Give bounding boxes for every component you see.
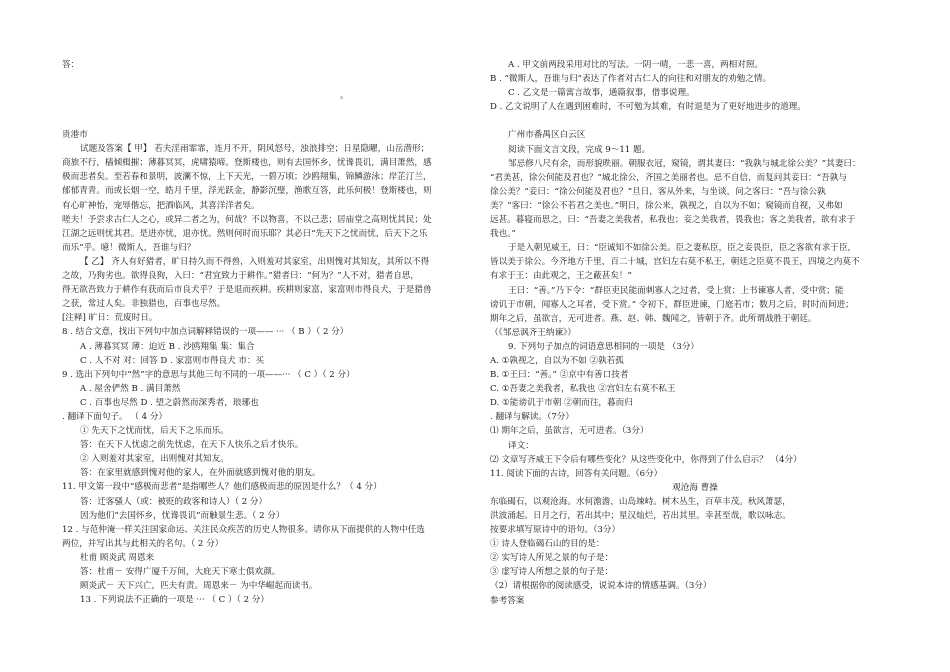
option-line: D. ①能谤讥于市朝 ②朝而往，暮而归 [490,398,633,409]
passage-line: 有求于王：由此观之，王之蔽甚矣！” [490,271,632,282]
question-line: ⑵ 文章写齐威王下令后有哪些变化？从这些变化中，你得到了什么启示？ （4分） [490,454,802,465]
answer-line: 因为他们“去国怀乡，忧谗畏讥”而触景生悲。（ 2 分） [80,510,285,521]
passage-line: 徐公美？”妾曰：“徐公何能及君也？”旦日，客从外来，与坐谈，问之客曰：“吾与徐公孰 [490,186,826,197]
passage-line: 之故，乃狗劣也。欲得良狗，入曰：“君宜致力于耕作。”猎者曰：“何为？”人不对，猎者自思， [62,271,420,282]
question-line: （2）请根据你的阅读感受，说说本诗的情感基调。（3分） [490,581,712,592]
passage-line: 之获，常过人矣。非独猎也，百事也尽然。 [62,299,226,310]
question-line: 按要求填写原诗中的语句。（3分） [490,525,621,536]
question-line: . 翻译下面句子。 （ 4 分） [62,411,168,422]
option-line: A. ①孰视之，自以为不如 ②孰若孤 [490,355,624,366]
question-line: ① 诗人登临碣石山的目的是： [490,539,605,550]
passage-line: 嗟夫！予尝求古仁人之心，或异二者之为，何哉？不以物喜，不以己悲；居庙堂之高则忧其民；处 [62,214,432,225]
answer-line: 顾炎武－ 天下兴亡，匹夫有责。周恩来－ 为中华崛起而读书。 [80,581,318,592]
source-line: （《邹忌讽齐王纳谏》） [490,327,576,338]
passage-line: 而乐”乎。噫！微斯人，吾谁与归？ [62,242,196,253]
passage-line: 得无欲吾致力于耕作有获而后市良犬乎？于是退而疾耕。疾耕则家富，家富则市得良犬，于是猎兽 [62,285,432,296]
reference-answer-heading: 参考答案 [490,595,525,606]
answer-line: ② 入则羞对其家室，出则愧对其知友。 [80,454,229,465]
question-line: 9 . 选出下列句中“然”字的意思与其他三句不同的一项——··· （ C ）（ 2 分） [62,369,355,380]
passage-line: 江湖之远则忧其君。是进亦忧，退亦忧。然则何时而乐耶？其必曰“先天下之忧而忧，后天下之乐 [62,228,428,239]
answer-line: 译文： [508,440,534,451]
question-line: 11. 阅读下面的古诗，回答有关问题。（6分） [490,468,663,479]
answer-line: 答：在家里就感到愧对他的家人，在外面就感到愧对他的朋友。 [80,468,321,479]
option-line: C . 乙文是一篇寓言故事，通篇叙事，借事说理。 [508,88,695,99]
passage-line: 远甚。暮寝而思之，曰：“吾妻之美我者，私我也；妾之美我者，畏我也；客之美我者，欲有求于 [490,215,856,226]
passage-line: 期年之后，虽欲言，无可进者。燕、赵、韩、魏闻之，皆朝于齐。此所谓战胜于朝廷。 [490,313,817,324]
question-line: ② 实写诗人所见之景的句子是： [490,553,614,564]
passage-line: 于是入朝见威王，曰：“臣诚知不如徐公美。臣之妻私臣，臣之妾畏臣，臣之客欲有求于臣， [508,243,857,254]
question-line: 两位，并写出其与此相关的名句。（ 2 分） [62,538,224,549]
passage-line: 谤讥于市朝，闻寡人之耳者，受下赏。” 令初下，群臣进谏，门庭若市；数月之后，时时而间进； [490,299,854,310]
option-line: D . 乙文说明了人在遇到困难时，不可勉为其难，有时退是为了更好地进步的道理。 [490,102,806,113]
passage-line: 王曰：“善。”乃下令：“群臣吏民能面刺寡人之过者，受上赏；上书谏寡人者，受中赏；能 [508,285,844,296]
question-line: 12 . 与范仲淹一样关注国家命运、关注民众疾苦的历史人物很多。请你从下面提供的人物中任选 [62,524,425,535]
option-line: A . 薄暮冥冥 薄：迫近 B . 沙鸥翔集 集：集合 [80,341,255,352]
option-line: B. ①王曰：“善。” ②京中有善口技者 [490,370,629,381]
passage-line: 商旅不行，樯倾楫摧；薄暮冥冥，虎啸猿啼。登斯楼也，则有去国怀乡，忧谗畏讥，满目萧然，感 [62,158,432,169]
question-line: 8 . 结合文意，找出下列句中加点词解释错误的一项—— ··· （ B ）（ 2 分） [62,327,349,338]
passage-line: 郁郁青青。而或长烟一空，皓月千里，浮光跃金，静影沉璧，渔歌互答，此乐何极！登斯楼也，则 [62,186,432,197]
section-title-guangzhou: 广州市番禺区白云区 [508,130,586,141]
answer-line: 答：在天下人忧虑之前先忧虑，在天下人快乐之后才快乐。 [80,440,304,451]
option-line: A . 甲文前两段采用对比的写法。一阴一晴，一悲一喜，两相对照。 [508,60,764,70]
question-line: . 翻译与解读。（7分） [490,412,574,423]
passage-line: 极而悲者矣。至若春和景明，波澜不惊，上下天光，一碧万顷；沙鸥翔集，锦鳞游泳；岸芷汀兰， [62,172,432,183]
note-line: [注释] 旷日：荒废时日。 [62,313,158,324]
poem-line: 洪波涌起。日月之行，若出其中；星汉灿烂，若出其里。幸甚至哉，歌以咏志。 [490,511,791,521]
passage-line: 皆以美于徐公。今齐地方千里，百二十城，宫妇左右莫不私王，朝廷之臣莫不畏王，四境之内莫不 [490,257,860,268]
stray-dot: 。 [340,91,350,101]
option-line: B . “微斯人，吾谁与归”表达了作者对古仁人的向往和对朋友的劝勉之情。 [490,74,772,85]
question-line: 11. 甲文第一段中“感极而悲者”是指哪些人？他们感极而悲的原因是什么？（ 4 分） [62,482,382,493]
answer-line: ① 先天下之忧而忧，后天下之乐而乐。 [80,426,229,437]
option-line: C . 人不对 对：回答 D . 家富则市得良犬 市：买 [80,355,265,366]
passage-line: 试题及答案【 甲】 若夫淫雨霏霏，连月不开，阴风怒号，浊浪排空；日星隐曜，山岳潜形； [80,144,430,155]
answer-label: 答： [62,60,80,70]
question-line: 13 . 下列说法不正确的一项是 ··· （ C ）（ 2 分） [80,595,269,606]
answer-line: 答：杜甫－ 安得广厦千万间，大庇天下寒士俱欢颜。 [80,567,281,577]
passage-line: 邹忌修八尺有余，而形貌昳丽。朝服衣冠，窥镜，谓其妻曰：“我孰与城北徐公美？”其妻曰： [508,158,861,169]
poem-title: 观沧海 曹操 [672,482,718,493]
passage-line: “君美甚，徐公何能及君也？”城北徐公，齐国之美丽者也。忌不自信，而复问其妾曰：“吾孰与 [490,172,847,183]
passage-line: 美？”客曰：“徐公不若君之美也。”明日，徐公来，孰视之，自以为不如；窥镜而自视，又弗如 [490,200,843,211]
instruction-line: 阅读下面文言文段，完成 9～11 题。 [508,144,651,155]
passage-line: 【 乙】 齐人有好猎者，旷日持久而不得兽，入则羞对其家室，出则愧对其知友，其所以不得 [80,256,430,267]
poem-line: 东临碣石，以观沧海。水何澹澹，山岛竦峙。树木丛生，百草丰茂。秋风萧瑟， [490,496,791,507]
option-line: A . 屋舍俨然 B . 满目萧然 [80,383,181,394]
option-line: C. ①吾妻之美我者，私我也 ②宫妇左右莫不私王 [490,384,676,395]
question-line: ③ 虚写诗人所想之景的句子是： [490,567,614,578]
option-line: C . 百事也尽然 D . 望之蔚然而深秀者，琅琊也 [80,397,259,408]
right-column [490,0,900,608]
answer-line: 答：迁客骚人（或：被贬的政客和诗人）（ 2 分） [80,496,268,507]
question-line: ⑴ 期年之后，虽欲言，无可进者。（3分） [490,426,649,437]
question-line: 9. 下列句子加点的词语意思相同的一项是 （3分） [508,341,700,352]
left-column [62,0,472,607]
passage-line: 我也。” [490,229,516,240]
section-title-guigang: 贵港市 [62,130,88,141]
answer-line: 杜甫 顾炎武 周恩来 [80,552,155,563]
passage-line: 有心旷神怡，宠辱偕忘，把酒临风，其喜洋洋者矣。 [62,200,260,211]
